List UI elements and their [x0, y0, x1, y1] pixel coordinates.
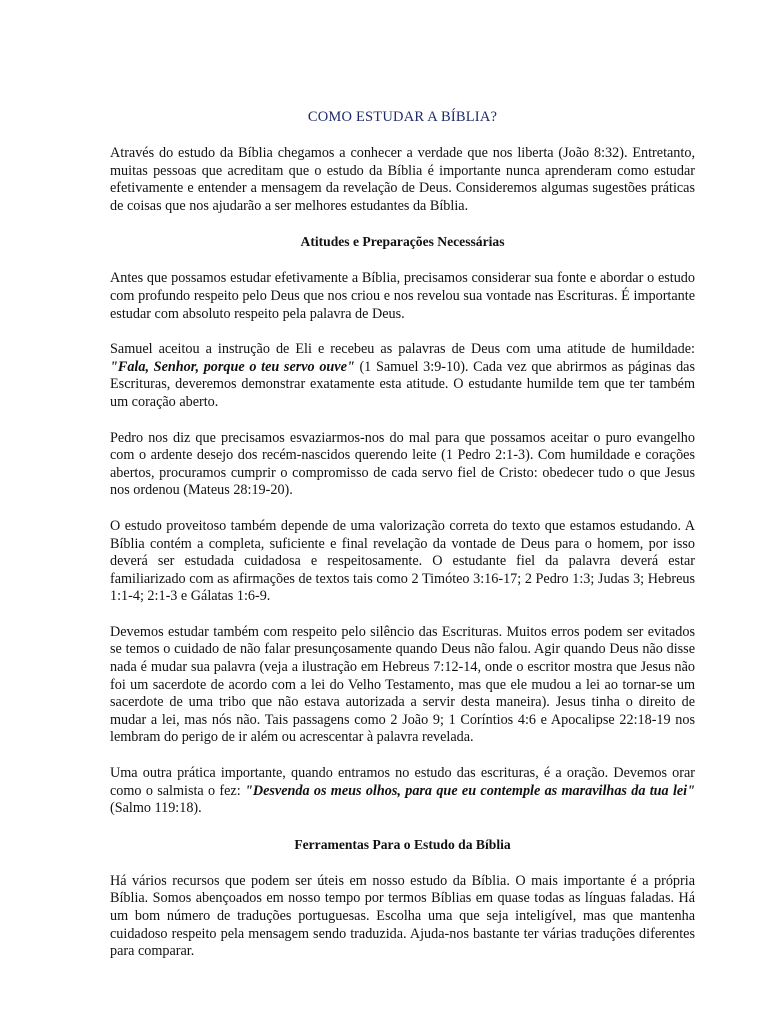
intro-paragraph: Através do estudo da Bíblia chegamos a conhecer a verdade que nos liberta (João 8:32). Entretanto, muitas pessoas que acreditam que o estudo da Bíblia é importante nunca aprenderam como estudar efetivamente e entender a mensagem da revelação de Deus. Consideremos algumas sugestões práticas de coisas que nos ajudarão a ser melhores estudantes da Bíblia.	[110, 145, 695, 214]
paragraph-samuel-text-start: Samuel aceitou a instrução de Eli e recebeu as palavras de Deus com uma atitude de humildade:	[110, 341, 695, 358]
paragraph-prayer	[110, 765, 695, 818]
paragraph-pedro: Pedro nos diz que precisamos esvaziarmos-nos do mal para que possamos aceitar o puro evangelho com o ardente desejo dos recém-nascidos querendo leite (1 Pedro 2:1-3). Com humildade e corações abertos, procuramos cumprir o compromisso de cada servo fiel de Cristo: obedecer tudo o que Jesus nos ordenou (Mateus 28:19-20).	[110, 429, 695, 499]
paragraph-tools: Há vários recursos que podem ser úteis em nosso estudo da Bíblia. O mais importante é a própria Bíblia. Somos abençoados em nosso tempo por termos Bíblias em quase todas as línguas faladas. Há um bom número de traduções portuguesas. Escolha uma que seja inteligível, mas que mantenha cuidadoso respeito pela mensagem sendo traduzida. Ajuda-nos bastante ter várias traduções diferentes para comparar.	[110, 872, 695, 960]
document-title: COMO ESTUDAR A BÍBLIA?	[307, 109, 498, 125]
paragraph-samuel	[110, 341, 695, 411]
paragraph-prayer-text-start: Uma outra prática importante, quando entramos no estudo das escrituras, é a oração. Devemos orar como o salmista o fez:	[110, 765, 695, 799]
paragraph-source-respect: Antes que possamos estudar efetivamente a Bíblia, precisamos considerar sua fonte e abordar o estudo com profundo respeito pelo Deus que nos criou e nos revelou sua vontade nas Escrituras. É importante estudar com absoluto respeito pela palavra de Deus.	[110, 270, 695, 322]
section-heading-tools: Ferramentas Para o Estudo da Bíblia	[294, 836, 511, 852]
psalm-quote: "Desvenda os meus olhos, para que eu contemple as maravilhas da tua lei"	[244, 782, 695, 799]
samuel-quote: "Fala, Senhor, porque o teu servo ouve"	[110, 358, 355, 375]
document-page	[110, 108, 695, 979]
paragraph-silence: Devemos estudar também com respeito pelo silêncio das Escrituras. Muitos erros podem ser evitados se temos o cuidado de não falar presunçosamente quando Deus não falou. Agir quando Deus não disse nada é mudar sua palavra (veja a ilustração em Hebreus 7:12-14, onde o escritor mostra que Jesus não foi um sacerdote de acordo com a lei do Velho Testamento, mas que ele mudou a lei ao tornar-se um sacerdote de uma tribo que não estava autorizada a servir desta maneira). Jesus tinha o direito de mudar a lei, mas nós não. Tais passagens como 2 João 9; 1 Coríntios 4:6 e Apocalipse 22:18-19 nos lembram do perigo de ir além ou acrescentar à palavra revelada.	[110, 623, 695, 746]
paragraph-samuel-text-end: (1 Samuel 3:9-10). Cada vez que abrirmos as páginas das Escrituras, deveremos demonstrar exatamente esta atitude. O estudante humilde tem que ter também um coração aberto.	[110, 358, 695, 410]
section-heading-attitudes: Atitudes e Preparações Necessárias	[300, 234, 505, 250]
paragraph-prayer-text-end: (Salmo 119:18).	[110, 800, 202, 817]
paragraph-valorization: O estudo proveitoso também depende de uma valorização correta do texto que estamos estudando. A Bíblia contém a completa, suficiente e final revelação da vontade de Deus para o homem, por isso deverá ser estudada cuidadosa e respeitosamente. O estudante fiel da palavra deverá estar familiarizado com as afirmações de textos tais como 2 Timóteo 3:16-17; 2 Pedro 1:3; Judas 3; Hebreus 1:1-4; 2:1-3 e Gálatas 1:6-9.	[110, 517, 695, 605]
